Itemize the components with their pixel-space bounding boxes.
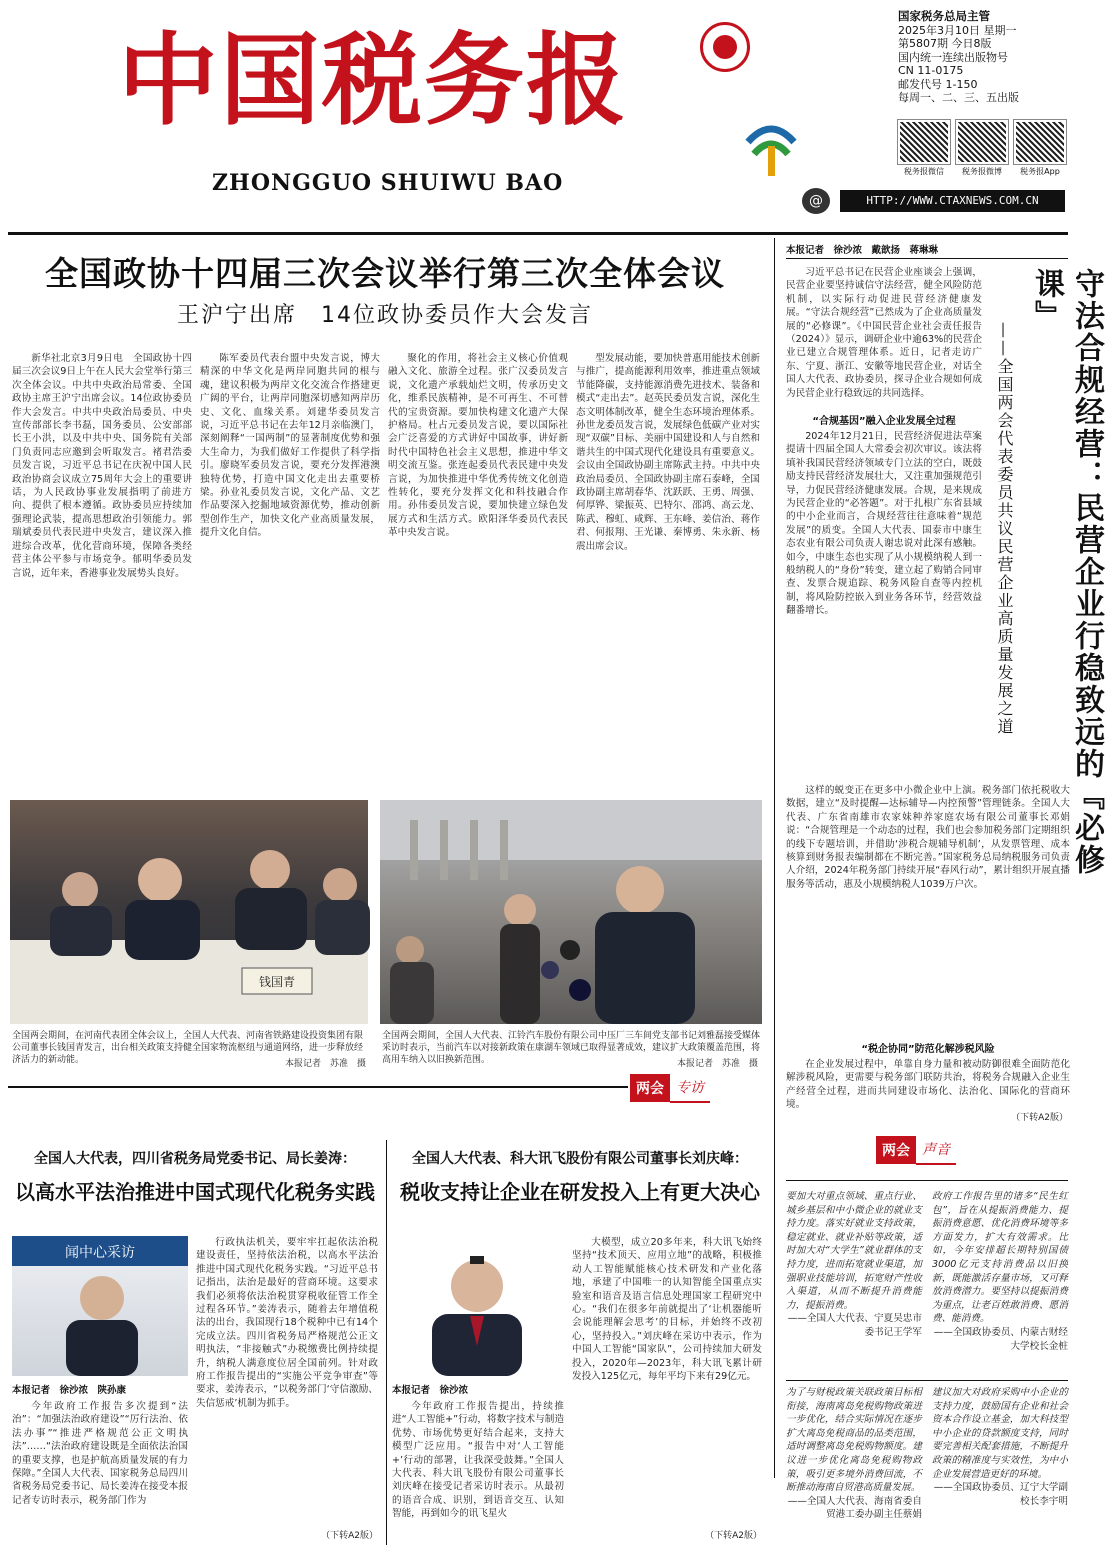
newspaper-pinyin: ZHONGGUO SHUIWU BAO [212,170,564,196]
interview2-headline: 税收支持让企业在研发投入上有更大决心 [400,1180,760,1204]
lead-column-3: 聚化的作用，将社会主义核心价值观融入文化、旅游全过程。张广汉委员发言说，文化遗产承载灿烂文明，传承历史文化，维系民族精神，是不可再生、不可替代的宝贵资源。要加快构建文化遗产大保护格局。杜占元委员发言说，要以国际社会广泛喜爱的方式讲好中国故事，讲好新时代中国特色社会主义思想，推进中华文明交流互鉴。张连起委员代表民建中央发言说，为加快推进中华优秀传统文化创造性转化，要充分发挥文化和科技融合作用。孙伟委员发言说，要加快建立绿色发展方式和生活方式。欧阳泽华委员代表民革中央发言说。 [388,353,568,539]
voices-badge [876,1136,956,1164]
voice-text: 政府工作报告里的诸多“民生红包”，旨在从提振消费能力、提振消费意愿、优化消费环境等多方面发力，扩大有效需求。比如，今年安排超长期特别国债3000亿元支持消费品以旧换新，既能激活存量市场，又可释放消费潜力。要坚持以提振消费为重点，让老百姓敢消费、愿消费、能消费。 [932,1191,1068,1325]
voice-item [932,1386,1068,1546]
lead-headline: 全国政协十四届三次会议举行第三次全体会议 [45,254,725,293]
column-divider [386,1140,387,1545]
nameplate: 钱国青 [258,975,296,989]
interview1-byline: 本报记者 徐沙浓 陕孙康 [12,1385,127,1396]
interview2-column-2: 大模型，成立20多年来，科大讯飞始终坚持“技术顶天、应用立地”的战略，积极推动人工智能赋能核心技术研发和产业化落地，承建了中国唯一的认知智能全国重点实验室和语音及语言信息处理国家工程研究中心。“我们在很多年前就提出了‘让机器能听会说能理解会思考’的目标，并始终不改初心，坚持投入。”刘庆峰在采访中表示，作为中国人工智能“国家队”，公司持续加大研发投入，2020年—2023年，科大讯飞累计研发投入125亿元，每年平均下来有29亿元。 [572,1237,762,1383]
masthead-divider [8,232,1068,235]
website-url[interactable]: HTTP://WWW.CTAXNEWS.COM.CN [840,190,1065,212]
photo-scene [380,800,762,1024]
masthead [0,0,1076,230]
at-icon: @ [802,188,830,214]
qr-code-icon[interactable] [1014,120,1066,164]
interview2-kicker: 全国人大代表、科大讯飞股份有限公司董事长刘庆峰： [412,1151,748,1167]
voices-divider [786,1380,1068,1381]
interview1-column-2: 行政执法机关，要牢牢扛起依法治税建设责任，坚持依法治税，以高水平法治推进中国式现代化税务实践。“习近平总书记指出，法治是最好的营商环境。这要求我们必须将依法治税贯穿税收征管工作全过程各环节。”姜涛表示，随着去年增值税法的出台，我国现行18个税种中已有14个完成立法。四川省税务局严格规范公正文明执法，“非接触式”办税缴费比例持续提升，纳税人满意度位居全国前列。针对政府工作报告提出的“实施公平竞争审查”等要求，姜涛表示，“以税务部门‘守信激励、失信惩戒’机制为抓手。 [196,1237,378,1409]
cn-label: 国内统一连续出版物号 [898,50,1008,64]
interview2-column-1: 今年政府工作报告提出，持续推进“人工智能+”行动，将数字技术与制造优势、市场优势更好结合起来，支持大模型广泛应用。“报告中对‘人工智能+’行动的部署，让我深受鼓舞。”全国人大代表、科大讯飞股份有限公司董事长刘庆峰在接受记者采访时表示。从最初的语音合成、识别，到语音交互、认知智能，再到如今的讯飞星火 [392,1401,564,1520]
portrait-backdrop-text: 闻中心采访 [65,1245,135,1261]
qr-labels [898,166,1073,177]
interview2-byline: 本报记者 徐沙浓 [392,1385,469,1396]
qr-label: 税务报App [1020,167,1060,176]
interview2-portrait [392,1236,562,1376]
badge-main: 两会 [876,1136,916,1164]
qr-code-icon[interactable] [956,120,1008,164]
lead-subhead: 王沪宁出席 14位政协委员作大会发言 [177,303,593,328]
feature-continued: （下转A2版） [1011,1113,1068,1123]
column-divider [774,238,775,1478]
qr-codes [898,120,1073,164]
portrait-scene [392,1236,562,1376]
feature-section-1: “合规基因”融入企业发展全过程 [812,416,956,427]
feature-body-4: 在企业发展过程中，单靠自身力量和被动防御很难全面防范化解涉税风险，更需要与税务部门联防共治，将税务合规融入企业生产经营全过程，进而共同建设市场化、法治化、国际化的营商环境。 [786,1059,1070,1111]
interview1-portrait [12,1236,188,1376]
qr-label: 税务报微博 [962,167,1002,176]
photo-henan-delegation [10,800,368,1024]
voice-source: ——全国政协委员、内蒙古财经大学校长金桩 [933,1326,1068,1352]
portrait-scene [12,1236,188,1376]
photo1-credit: 本报记者 苏准 摄 [284,1059,366,1069]
voice-text: 为了与财税政策关联政策目标相衔接，海南离岛免税购物政策进一步优化，结合实际情况在逐步扩大离岛免税商品的品类范围，适时调整离岛免税购物额度。建议进一步优化离岛免税购物政策，吸引更多境外消费回流，不断推动海南自贸港高质量发展。 [786,1387,922,1494]
lead-column-4: 型发展动能，要加快普惠用能技术创新与推广，提高能源利用效率，推进重点领域节能降碳，支持能源消费先进技术、装备和模式“走出去”。赵英民委员发言说，深化生态文明体制改革，健全生态环境治理体系。孙世龙委员发言说，发展绿色低碳产业对实现“双碳”目标、美丽中国建设和人与自然和谐共生的中国式现代化建设具有重要意义。会议由全国政协副主席陈武主持。中共中央政治局委员、全国政协副主席石泰峰，全国政协副主席胡春华、沈跃跃、王勇、周强、何厚铧、梁振英、巴特尔、邵鸿、高云龙、陈武、穆虹、咸辉、王东峰、姜信治、蒋作君、何报翔、王光谦、秦博勇、朱永新、杨震出席会议。 [576,353,760,552]
feature-vertical-subtitle: ——全国两会代表委员共议民营企业高质量发展之道 [995,322,1014,736]
voice-text: 建议加大对政府采购中小企业的支持力度，鼓励国有企业和社会资本合作设立基金，加大科技型中小企业的贷款额度支持，同时要完善相关配套措施，不断提升政策的精准度与实效性，为中小企业发展营造更好的环境。 [932,1387,1068,1480]
badge-sub: 声音 [916,1135,956,1165]
issue-info [898,10,1073,105]
post-code: 邮发代号 1-150 [898,77,978,91]
badge-main: 两会 [630,1074,670,1102]
badge-sub: 专访 [670,1073,710,1103]
lead-column-1: 新华社北京3月9日电 全国政协十四届三次会议9日上午在人民大会堂举行第三次全体会议。中共中央政治局常委、全国政协主席王沪宁出席会议。14位政协委员作大会发言。中共中央政治局委员、中央宣传部部长李书磊，国务委员、公安部部长王小洪，以及中共中央、国务院有关部门负责同志应邀到会听取发言。褚君浩委员发言说，习近平总书记在庆祝中国人民政治协商会议成立75周年大会上的重要讲话，为人民政协事业发展指明了前进方向、提供了根本遵循。政协委员应持续加强理论武装，提高思想政治引领能力。郭瑞斌委员代表民进中央发言，建议深入推进综合改革，优化营商环境，保障各类经营主体公平参与市场竞争。郁明华委员发言说，近年来，香港事业发展势头良好。 [12,353,192,579]
voices-divider [786,1180,1068,1181]
photo1-caption: 全国两会期间，在河南代表团全体会议上，全国人大代表、河南省铁路建设投资集团有限公司董事长钱国青发言，出台相关政策支持健全国家物流枢纽与通道网络，进一步释放经济活力的新动能。 [12,1031,364,1066]
voice-item [786,1190,922,1374]
interview1-column-1: 今年政府工作报告多次提到“法治”：“加强法治政府建设”“厉行法治、依法办事”“推进严格规范公正文明执法”……“法治政府建设既是全面依法治国的重要支撑，也是护航高质量发展的有力保障。”全国人大代表、国家税务总局四川省税务局党委书记、局长姜涛在接受本报记者专访时表示，税务部门作为 [12,1401,188,1506]
photo2-credit: 本报记者 苏准 摄 [676,1059,758,1069]
interview1-headline: 以高水平法治推进中国式现代化税务实践 [15,1180,375,1204]
photo-media-interview [380,800,762,1024]
voice-text: 要加大对重点领域、重点行业、城乡基层和中小微企业的就业支持力度。落实好就业支持政策，稳定就业、就业补贴等政策，适时加大对“大学生”就业群体的支持力度，进而拓宽就业渠道，加强职业技能培训，拓宽财产性收入渠道，从而不断提升消费能力，提振消费。 [786,1191,922,1311]
voice-source: ——全国人大代表、海南省委自贸港工委办副主任蔡娟 [787,1495,922,1521]
voice-item [932,1190,1068,1374]
section-divider [8,1086,628,1088]
feature-byline: 本报记者 徐沙浓 戴歆扬 蒋琳琳 [786,245,939,256]
feature-vertical-title: 守法合规经营：民营企业行稳致远的『必修课』 [1029,268,1104,876]
newspaper-title: 中国税务报 [118,21,628,139]
tax-emblem-icon [742,112,800,180]
issue-date: 2025年3月10日 星期一 [898,23,1017,37]
cn-number: CN 11-0175 [898,64,964,77]
interview-badge [630,1074,710,1102]
interview1-continued: （下转A2版） [321,1531,378,1541]
voice-source: ——全国政协委员、辽宁大学副校长李宇明 [933,1482,1068,1507]
photo-scene [10,800,368,1024]
voice-source: ——全国人大代表、宁夏吴忠市委书记王学军 [787,1313,922,1338]
interview1-kicker: 全国人大代表，四川省税务局党委书记、局长姜涛： [34,1151,356,1167]
feature-section-2: “税企协同”防范化解涉税风险 [861,1044,995,1055]
lead-column-2: 陈军委员代表台盟中央发言说，博大精深的中华文化是两岸同胞共同的根与魂，建议积极为两岸文化交流合作搭建更广阔的平台，让两岸同胞深切感知两岸历史、文化、血缘关系。刘建华委员发言说，习近平总书记在去年12月亲临澳门，深刻阐释“一国两制”的显著制度优势和强大生命力，为我们做好工作提供了科学指引。廖晓军委员发言说，要充分发挥港澳独特优势，打造中国文化走出去重要桥梁。孙业礼委员发言说，文化产品、文艺作品要深入挖掘地域资源优势，推动创新型创作生产，加快文化产业高质量发展，提升文化自信。 [200,353,380,539]
qr-code-icon[interactable] [898,120,950,164]
interview2-continued: （下转A2版） [705,1531,762,1541]
qr-label: 税务报微信 [904,167,944,176]
voice-item [786,1386,922,1546]
issue-number: 第5807期 今日8版 [898,37,992,50]
feature-divider [786,258,1068,259]
supervisor: 国家税务总局主管 [898,9,990,23]
newspaper-logo [700,22,750,72]
feature-body-2: 2024年12月21日，民营经济促进法草案提请十四届全国人大常委会初次审议。该法将填补我国民营经济领域专门立法的空白，既鼓励支持民营经济发展壮大，又注重加强规范引导，力促民营经济健康发展。合规，是来规成为民营企业的“必答题”。对于扎根广东省县域的中小企业而言，合规经营往往意味着“规范发展”的质变。全国人大代表、国泰市中康生态农业有限公司负责人谢忠说对此深有感触。如今，中康生态也实现了从小规模纳税人到一般纳税人的“身份”转变，建立起了购销合同审查、发票合规追踪、税务风险自查等内控机制，将风险防控嵌入到业务各环节，经营效益翻番增长。 [786,431,982,617]
publish-schedule: 每周一、二、三、五出版 [898,91,1019,104]
feature-body-3: 这样的蜕变正在更多中小微企业中上演。税务部门依托税收大数据，建立“及时提醒—达标辅导—内控预警”管理链条。全国人大代表、广东省南雄市农家妹种养家庭农场有限公司董事长邓娟说：“合规管理是一个动态的过程，我们也会参加税务部门定期组织的线下专题培训，并借助‘涉税合规辅导机制’，从发票管理、成本核算到财务报表编制都在不断完善。”国家税务总局纳税服务司负责人介绍，2024年税务部门持续开展“春风行动”，累计组织开展直播服务等活动，惠及小规模纳税人1039万户次。 [786,785,1070,890]
photo2-caption: 全国两会期间，全国人大代表、江铃汽车股份有限公司中压厂三车间党支部书记刘雅磊接受媒体采访时表示，当前汽车以对接新政策在康湖车领域已取得显著成效，建议扩大政策覆盖范围，将高用车纳入以旧换新范围。 [382,1031,761,1066]
feature-body-1: 习近平总书记在民营企业座谈会上强调，民营企业要坚持诚信守法经营，健全风险防范机制，以实际行动促进民营经济健康发展。“守法合规经营”已然成为了企业高质量发展的“必修课”。《中国民营企业社会责任报告（2024）》显示，调研企业中逾63%的民营企业已建立合规管理体系。近日，记者走访广东、宁夏、浙江、安徽等地民营企业，对话全国人大代表、政协委员，探寻企业合规如何成为民营企业行稳致远的共同选择。 [786,267,982,399]
